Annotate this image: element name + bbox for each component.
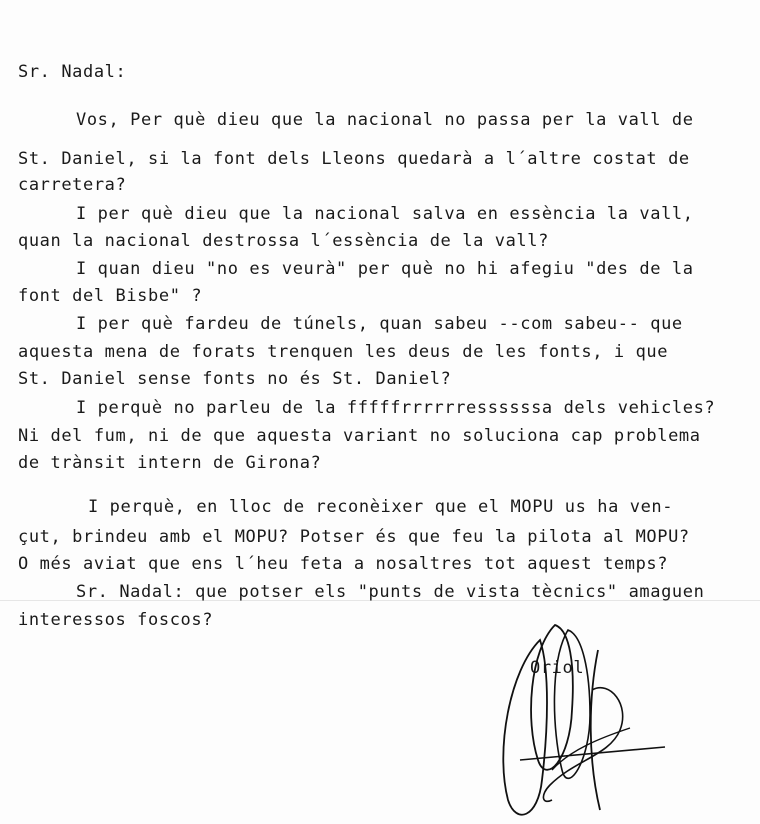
letter-line-12: Ni del fum, ni de que aquesta variant no soluciona cap problema: [18, 426, 701, 446]
letter-line-8: I per què fardeu de túnels, quan sabeu --com sabeu-- que: [76, 314, 683, 334]
letter-line-3: carretera?: [18, 175, 127, 195]
letter-line-15: çut, brindeu amb el MOPU? Potser és que feu la pilota al MOPU?: [18, 527, 690, 547]
letter-line-5: quan la nacional destrossa l´essència de la vall?: [18, 231, 549, 251]
letter-line-14: I perquè, en lloc de reconèixer que el MOPU us ha ven-: [88, 497, 674, 517]
letter-line-1: Vos, Per què dieu que la nacional no passa per la vall de: [76, 110, 694, 130]
letter-line-6: I quan dieu "no es veurà" per què no hi afegiu "des de la: [76, 259, 694, 279]
letter-line-4: I per què dieu que la nacional salva en essència la vall,: [76, 204, 694, 224]
letter-line-10: St. Daniel sense fonts no és St. Daniel?: [18, 369, 452, 389]
salutation: Sr. Nadal:: [18, 62, 127, 82]
letter-line-18: interessos foscos?: [18, 610, 214, 630]
letter-line-17: Sr. Nadal: que potser els "punts de vista tècnics" amaguen: [76, 582, 705, 602]
letter-line-11: I perquè no parleu de la fffffrrrrrressssssa dels vehicles?: [76, 398, 716, 418]
letter-line-7: font del Bisbe" ?: [18, 286, 203, 306]
letter-line-9: aquesta mena de forats trenquen les deus de les fonts, i que: [18, 342, 669, 362]
handwritten-signature: [480, 610, 680, 824]
letter-line-16: O més aviat que ens l´heu feta a nosaltres tot aquest temps?: [18, 554, 669, 574]
letter-line-13: de trànsit intern de Girona?: [18, 453, 322, 473]
signer-name: Oriol: [530, 658, 585, 678]
letter-line-2: St. Daniel, si la font dels Lleons quedarà a l´altre costat de: [18, 149, 690, 169]
